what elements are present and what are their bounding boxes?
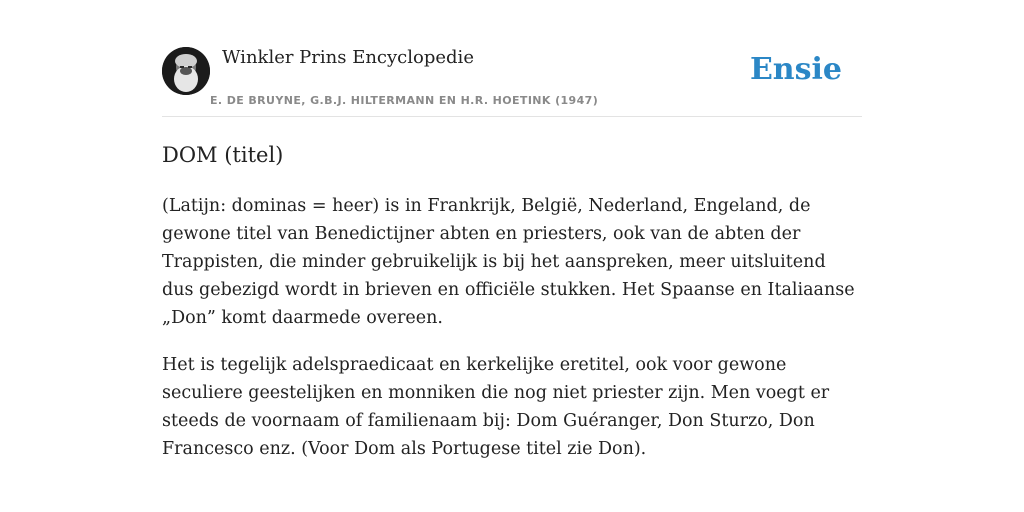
ensie-logo-link[interactable]: Ensie <box>749 52 842 87</box>
entry-paragraph: Het is tegelijk adelspraedicaat en kerkelijke eretitel, ook voor gewone seculiere geestelijken en monniken die nog niet priester zijn. Men voegt er steeds de voornaam of familienaam bij: Dom Guéranger, Don Sturzo, Don Francesco enz. (Voor Dom als Portugese titel zie Don). <box>162 355 830 459</box>
entry-title: DOM (titel) <box>162 143 284 167</box>
source-title[interactable]: Winkler Prins Encyclopedie <box>222 47 474 68</box>
entry-body <box>162 192 862 482</box>
author-avatar-icon <box>162 47 210 95</box>
source-header <box>162 44 862 117</box>
source-authors: E. DE BRUYNE, G.B.J. HILTERMANN EN H.R. HOETINK (1947) <box>210 94 599 107</box>
entry-paragraph: (Latijn: dominas = heer) is in Frankrijk, België, Nederland, Engeland, de gewone titel van Benedictijner abten en priesters, ook van de abten der Trappisten, die minder gebruikelijk is bij het aanspreken, meer uitsluitend dus gebezigd wordt in brieven en officiële stukken. Het Spaanse en Italiaanse „Don” komt daarmede overeen. <box>162 196 855 328</box>
